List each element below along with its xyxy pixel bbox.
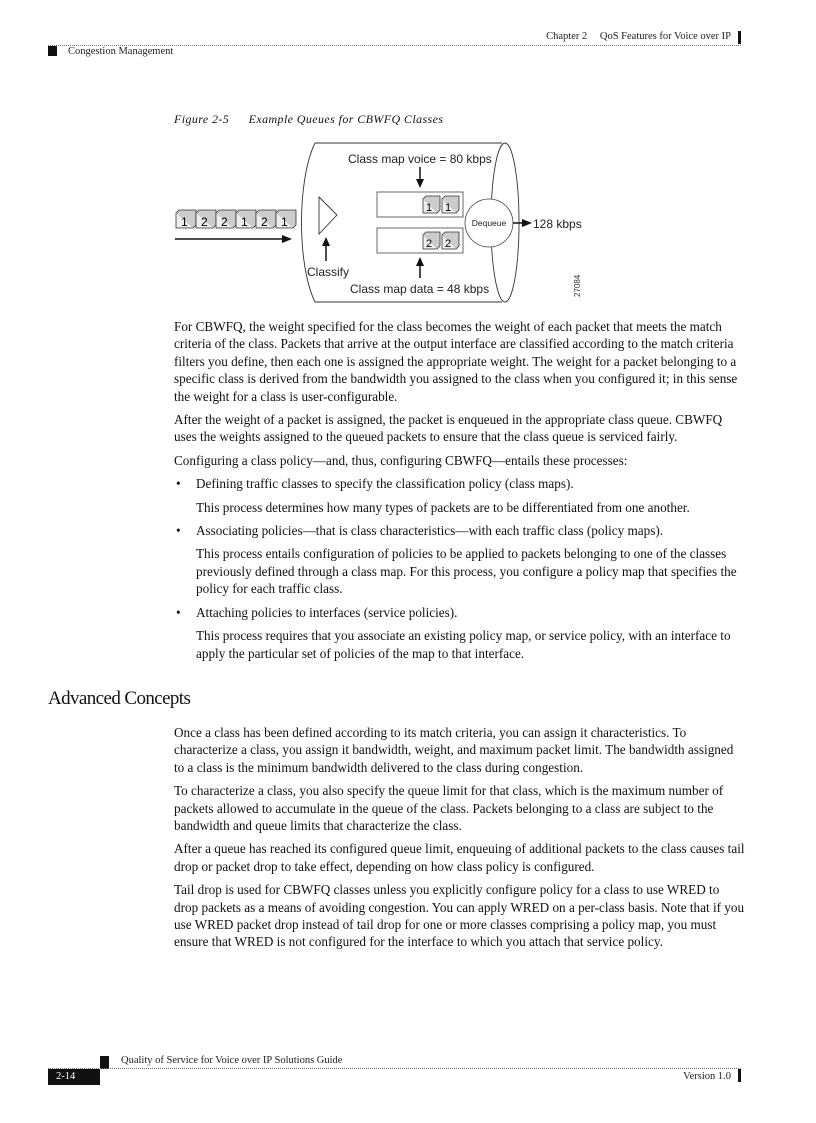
packet-icon: [442, 232, 459, 250]
section-heading: Advanced Concepts: [48, 688, 191, 709]
svg-text:1: 1: [281, 215, 288, 229]
page-number: 2-14: [48, 1069, 100, 1085]
packet-icon: [442, 196, 459, 214]
paragraph: To characterize a class, you also specify the queue limit for that class, which is the maximum number of packets allowed to accumulate in the queue of the class. Packets belonging to a class are subject to the bandwidth and queue limits that characterize the class.: [174, 783, 724, 834]
bullet-item: [174, 604, 746, 621]
bullet-item: [174, 522, 746, 539]
incoming-packets: [176, 210, 296, 229]
footer-version: Version 1.0: [683, 1071, 731, 1082]
figure-number: Figure 2-5: [174, 112, 230, 126]
voice-class-label: Class map voice = 80 kbps: [348, 152, 492, 166]
packet-icon: [196, 210, 216, 229]
chapter-title: QoS Features for Voice over IP: [599, 31, 731, 42]
figure-id: 27084: [573, 274, 582, 297]
svg-text:2: 2: [201, 215, 208, 229]
data-arrow-icon: [416, 257, 424, 278]
figure-caption: [174, 112, 443, 127]
bullet-text: Associating policies—that is class characteristics—with each traffic class (policy maps).: [196, 523, 664, 539]
cbwfq-diagram: [170, 140, 590, 305]
packet-icon: [423, 232, 440, 250]
running-header-chapter: [536, 31, 731, 42]
bullet-detail: This process determines how many types of packets are to be differentiated from one another.: [196, 499, 690, 515]
running-header-section: Congestion Management: [68, 46, 174, 57]
svg-text:1: 1: [445, 202, 452, 214]
data-class-label: Class map data = 48 kbps: [350, 282, 490, 296]
header-bar-marker: [738, 31, 741, 44]
packet-icon: [276, 210, 296, 229]
paragraph: For CBWFQ, the weight specified for the class becomes the weight of each packet that meets the match criteria of the class. Packets that arrive at the output interface are classified according to the match criteria filters you define, then each one is assigned the appropriate weight. The weight for a packet belonging to a specific class is derived from the bandwidth you assigned to the class when you configured it; in this sense the weight for a class is user-configurable.: [174, 319, 738, 404]
footer-bar-marker: [738, 1069, 741, 1082]
svg-text:2: 2: [221, 215, 228, 229]
paragraph: Once a class has been defined according to its match criteria, you can assign it characteristics. To characterize a class, you assign it bandwidth, weight, and maximum packet limit. The bandwidth assigned to a class is the minimum bandwidth delivered to the class during congestion.: [174, 725, 734, 775]
paragraph: Configuring a class policy—and, thus, configuring CBWFQ—entails these processes:: [174, 452, 628, 468]
paragraph: Tail drop is used for CBWFQ classes unless you explicitly configure policy for a class to use WRED to drop packets as a means of avoiding congestion. You can apply WRED on a per-class basis. Note that if you use WRED packet drop instead of tail drop for one or more classes comprising a policy map, you must ensure that WRED is not configured for the interface to which you attach that service policy.: [174, 882, 745, 950]
bullet-marker: •: [176, 523, 181, 539]
figure-title: Example Queues for CBWFQ Classes: [248, 112, 444, 126]
svg-text:2: 2: [426, 238, 433, 250]
bullet-detail: This process entails configuration of policies to be applied to packets belonging to one of the classes previously defined through a class map. For this process, you configure a policy map that specifies the policy for each traffic class.: [196, 546, 737, 597]
packet-icon: [256, 210, 276, 229]
output-arrow-icon: [513, 219, 532, 227]
svg-text:2: 2: [445, 238, 452, 250]
classifier-triangle-icon: [319, 197, 337, 234]
footer-rule: [48, 1068, 741, 1069]
svg-text:1: 1: [426, 202, 433, 214]
packet-icon: [236, 210, 256, 229]
bullet-marker: •: [176, 604, 181, 620]
bullet-text: Attaching policies to interfaces (service policies).: [196, 604, 458, 620]
svg-text:1: 1: [181, 215, 188, 229]
header-square-marker: [48, 46, 57, 56]
paragraph: After the weight of a packet is assigned, the packet is enqueued in the appropriate class queue. CBWFQ uses the weights assigned to the queued packets to ensure that the class queue is serviced fairly.: [174, 412, 723, 445]
chapter-number: Chapter 2: [546, 31, 588, 42]
classify-arrow-icon: [322, 237, 330, 261]
incoming-arrow-icon: [175, 235, 292, 243]
packet-icon: [216, 210, 236, 229]
svg-text:2: 2: [261, 215, 268, 229]
cbwfq-body-text: [174, 318, 746, 668]
bullet-detail: This process requires that you associate an existing policy map, or service policy, with an interface to apply the particular set of policies of the map to that interface.: [196, 628, 731, 661]
paragraph: After a queue has reached its configured queue limit, enqueuing of additional packets to the class causes tail drop or packet drop to take effect, depending on how class policy is configured.: [174, 841, 745, 874]
footer-guide-title: Quality of Service for Voice over IP Solutions Guide: [121, 1055, 343, 1066]
advanced-body-text: [174, 724, 746, 957]
packet-icon: [423, 196, 440, 214]
voice-arrow-icon: [416, 167, 424, 188]
svg-text:1: 1: [241, 215, 248, 229]
output-rate-label: 128 kbps: [533, 217, 582, 231]
classify-label: Classify: [307, 265, 350, 279]
dequeue-label: Dequeue: [471, 218, 507, 228]
bullet-marker: •: [176, 476, 181, 492]
bullet-item: [174, 475, 746, 492]
bullet-text: Defining traffic classes to specify the classification policy (class maps).: [196, 476, 574, 492]
packet-icon: [176, 210, 196, 229]
